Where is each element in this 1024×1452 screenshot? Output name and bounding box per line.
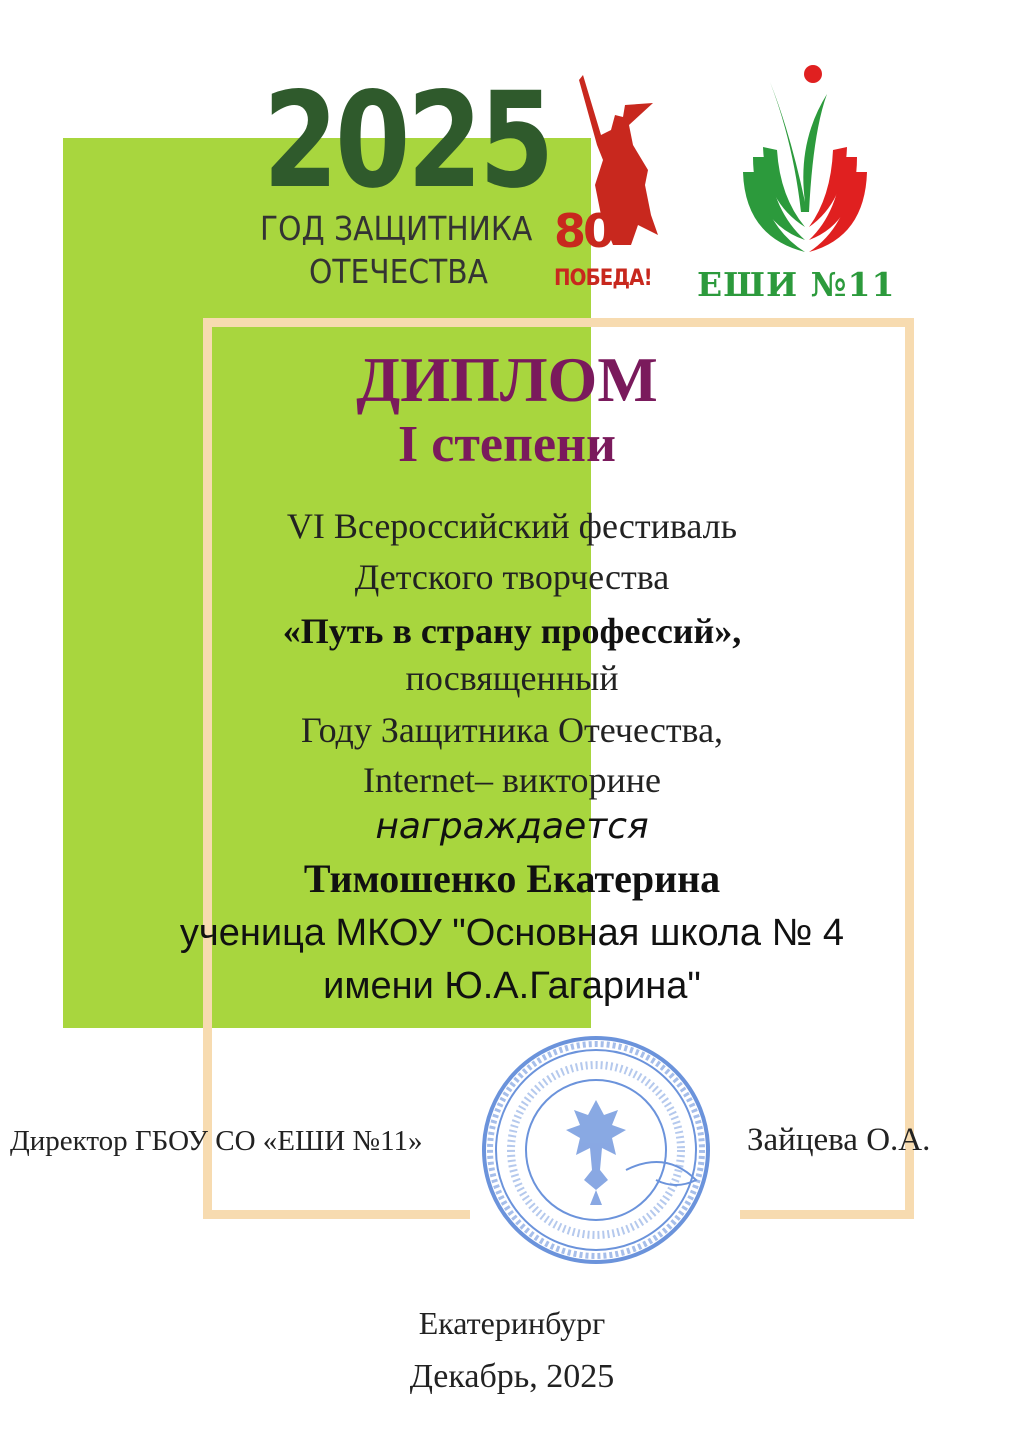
recipient-school-line-2: имени Ю.А.Гагарина" [323,965,701,1007]
issue-date: Декабрь, 2025 [409,1358,615,1395]
victory-80-text: 80 [554,204,613,258]
awarded-line: награждается [375,806,649,847]
recipient-school-line-1: ученица МКОУ "Основная школа № 4 [179,912,845,954]
school-logo-name: ЕШИ №11 [697,265,896,304]
official-seal-stamp [476,1030,716,1270]
festival-title-line: «Путь в страну профессий», [282,611,742,651]
city: Екатеринбург [418,1305,606,1341]
school-hands-logo-icon [735,62,875,272]
victory-word: ПОБЕДА! [554,266,652,291]
recipient-name: Тимошенко Екатерина [303,856,721,901]
dedication-year-line: Году Защитника Отечества, [300,710,724,750]
diploma-title: ДИПЛОМ [356,344,658,415]
director-position: Директор ГБОУ СО «ЕШИ №11» [10,1125,423,1157]
dedication-line: посвященный [405,658,619,698]
festival-type-line: Детского творчества [354,557,670,597]
director-name: Зайцева О.А. [747,1122,931,1158]
quiz-line: Internet– викторине [363,760,661,800]
diploma-degree: I степени [398,416,616,473]
year-logo: 2025 [263,64,552,218]
year-logo-subtitle-1: ГОД ЗАЩИТНИКА [260,209,533,248]
festival-name-line: VI Всероссийский фестиваль [286,506,738,546]
year-logo-subtitle-2: ОТЕЧЕСТВА [309,252,488,291]
